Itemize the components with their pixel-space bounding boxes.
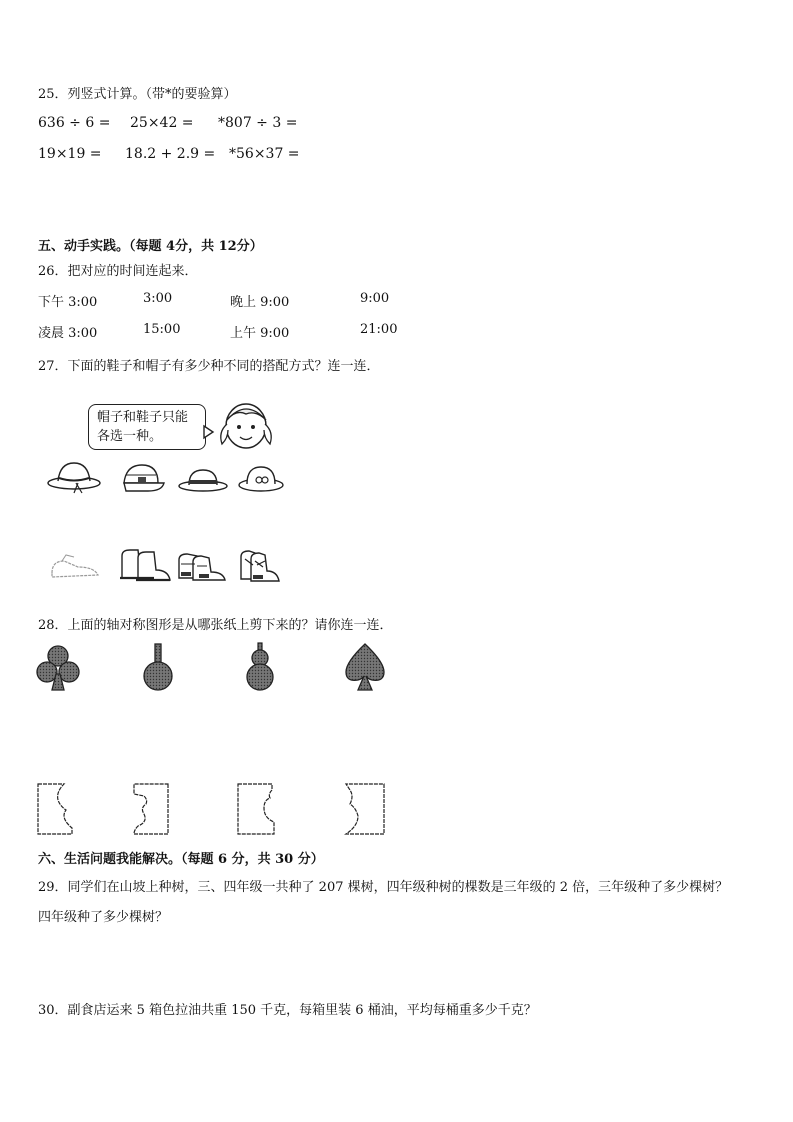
club-shape-icon: [36, 644, 80, 692]
q26-time-1: 下午 3:00: [38, 295, 98, 310]
folded-paper-d: [344, 782, 386, 836]
q29-line2: 四年级种了多少棵树？: [38, 910, 169, 925]
q25-expr-5: 18.2 + 2.9 =: [125, 146, 216, 162]
folded-paper-a: [36, 782, 76, 836]
section5-heading: 五、动手实践。（每题 4分，共 12分）: [38, 239, 263, 254]
gourd-shape-icon: [242, 642, 278, 692]
q25-title: 25．列竖式计算。（带*的要验算）: [38, 87, 237, 102]
spade-shape-icon: [342, 642, 388, 692]
section6-heading: 六、生活问题我能解决。（每题 6 分，共 30 分）: [38, 852, 324, 867]
speech-bubble: 帽子和鞋子只能各选一种。: [88, 404, 206, 450]
girl-icon: [212, 396, 282, 456]
q26-time-8: 21:00: [360, 322, 398, 337]
hiking-shoes-icon: [175, 550, 229, 584]
boots-icon: [118, 548, 174, 584]
folded-paper-b: [132, 782, 172, 836]
q25-expr-1: 636 ÷ 6 =: [38, 115, 111, 131]
q25-expr-4: 19×19 =: [38, 146, 102, 162]
q26-time-7: 上午 9:00: [230, 326, 290, 341]
q26-time-6: 15:00: [143, 322, 181, 337]
q28-title: 28．上面的轴对称图形是从哪张纸上剪下来的？请你连一连．: [38, 618, 393, 633]
folded-paper-c: [236, 782, 278, 836]
sneaker-shoes-icon: [48, 553, 104, 583]
q26-title: 26．把对应的时间连起来．: [38, 264, 198, 279]
baseball-cap-icon: [118, 461, 168, 497]
q26-time-2: 3:00: [143, 291, 173, 306]
q25-expr-2: 25×42 =: [130, 115, 194, 131]
q25-expr-6: *56×37 =: [229, 146, 300, 162]
q26-time-4: 9:00: [360, 291, 390, 306]
q29-line1: 29．同学们在山坡上种树，三、四年级一共种了 207 棵树，四年级种树的棵数是三年级的 2 倍，三年级种了多少棵树？: [38, 880, 729, 895]
high-top-shoes-icon: [237, 549, 281, 583]
bonnet-hat-icon: [237, 463, 287, 495]
q27-title: 27．下面的鞋子和帽子有多少种不同的搭配方式？连一连．: [38, 359, 380, 374]
sun-hat-icon: [46, 459, 106, 495]
fedora-hat-icon: [177, 466, 231, 496]
racket-shape-icon: [140, 642, 176, 692]
q30-text: 30．副食店运来 5 箱色拉油共重 150 千克，每箱里装 6 桶油，平均每桶重多少千克？: [38, 1003, 537, 1018]
q25-expr-3: *807 ÷ 3 =: [218, 115, 298, 131]
q26-time-5: 凌晨 3:00: [38, 326, 98, 341]
q26-time-3: 晚上 9:00: [230, 295, 290, 310]
